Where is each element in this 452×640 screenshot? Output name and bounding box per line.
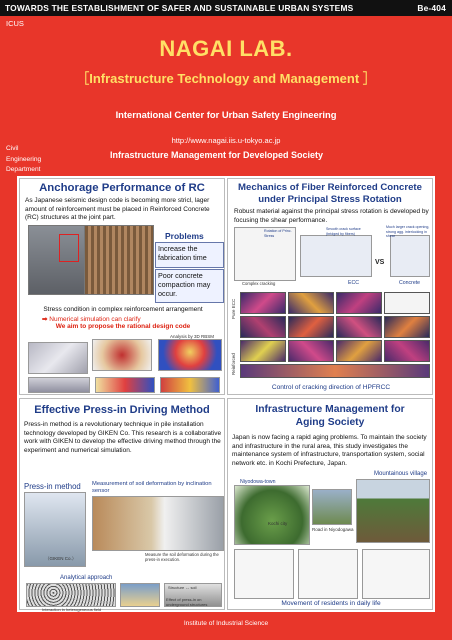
crack-direction-plots xyxy=(240,292,430,382)
fiber-intro: Robust material against the principal stress rotation is developed by focusing the shear performance. xyxy=(234,208,429,224)
giken-label: （GIKEN Co.） xyxy=(45,556,77,561)
mountain-village-label: Mountainous village xyxy=(374,471,428,477)
crack-plot xyxy=(336,340,382,362)
propose-text: We aim to propose the rational design code xyxy=(55,323,191,330)
dept-line-1: Civil xyxy=(6,145,19,152)
right-arrow-icon: ➡ xyxy=(42,316,50,323)
survey-chart xyxy=(362,549,430,599)
complex-cracking-label: Complex cracking xyxy=(242,281,276,286)
crack-caption: Control of cracking direction of HPFRCC xyxy=(271,384,391,391)
effect-caption: Effect of press-in on underground structures xyxy=(166,597,208,607)
aging-intro: Japan is now facing a rapid aging problems. To maintain the society and infrastructure in the rural area, this study investigates the maintenance system of infrastructure, transportation system, social network etc. in Kochi Prefecture, Japan. xyxy=(232,434,427,467)
crack-plot xyxy=(288,316,334,338)
fiber-title xyxy=(228,182,432,206)
road-photo xyxy=(312,489,352,525)
anchorage-intro: As Japanese seismic design code is becoming more stricl, lager amount of reinforcement must be placed in Reinforced Concrete (RC) structures at the joint part. xyxy=(25,197,210,221)
analysis-label: Analysis by 3D RBSM xyxy=(170,334,215,339)
anchorage-panel xyxy=(19,178,225,395)
rough-crack-label: Much larger crack opening, strong agg. interlocking in shear xyxy=(386,225,430,238)
poster-code: Be-404 xyxy=(417,3,446,13)
numerical-simulation-text xyxy=(42,315,141,323)
press-in-intro: Press-in method is a revolutionary technique in pile installation technology developed by GIKEN Co. This research is a collaborative work with GIKEN to develop the effective driving method through the experiment and numerical simulation. xyxy=(24,421,222,454)
aging-panel xyxy=(227,398,433,610)
crack-plot xyxy=(384,316,430,338)
lab-name: NAGAI LAB. xyxy=(159,36,293,61)
icus-label: ICUS xyxy=(6,19,24,28)
division-title: Infrastructure Management for Developed Society xyxy=(110,150,324,160)
center-name: International Center for Urban Safety Engineering xyxy=(115,109,337,120)
survey-chart xyxy=(234,549,294,599)
fiber-title-line-2: under Principal Stress Rotation xyxy=(258,194,402,205)
region-map xyxy=(234,485,310,545)
crack-plot xyxy=(288,340,334,362)
press-in-panel xyxy=(19,398,225,610)
survey-chart xyxy=(298,549,358,599)
press-in-method-label: Press-in method xyxy=(24,482,81,491)
soil-measurement-image xyxy=(92,496,224,551)
aging-title xyxy=(228,403,432,429)
content-area xyxy=(17,176,435,612)
stress-condition-text: Stress condition in complex reinforcement arrangement xyxy=(43,306,203,313)
footer-institute: Institute of Industrial Science xyxy=(183,620,269,627)
concrete-label: Concrete xyxy=(399,280,421,286)
smooth-crack-label: Smooth crack surface (bridged by fibers) xyxy=(326,227,361,236)
anchorage-title: Anchorage Performance of RC xyxy=(39,182,205,194)
ecc-label: ECC xyxy=(348,280,359,286)
niyodo-town-label: Niyodowa-town xyxy=(240,479,276,485)
problem-box-1: Increase the fabrication time xyxy=(155,242,224,268)
fiber-title-line-1: Mechanics of Fiber Reinforced Concrete xyxy=(238,182,422,193)
simulation-image xyxy=(28,377,90,393)
reinforcement-photo xyxy=(84,225,154,295)
heterogeneous-caption: Interaction in heterogeneous field xyxy=(42,607,102,612)
analytical-approach-label: Analytical approach xyxy=(60,575,113,581)
simulation-image xyxy=(95,377,155,393)
simulation-image xyxy=(158,339,222,371)
crack-plot xyxy=(384,292,430,314)
crack-plot xyxy=(240,292,286,314)
aging-title-line-1: Infrastructure Management for xyxy=(255,404,405,415)
mountain-village-photo xyxy=(356,479,430,543)
problems-heading: Problems xyxy=(165,231,204,241)
press-in-title: Effective Press-in Driving Method xyxy=(34,404,210,416)
heterogeneous-field-image xyxy=(26,583,116,607)
crack-plot xyxy=(336,316,382,338)
row-label-reinforced: Reinforced xyxy=(231,353,236,375)
road-caption: Road in Niyodogawa xyxy=(312,527,354,532)
top-banner xyxy=(0,0,452,16)
kochi-city-label: Kochi city xyxy=(268,521,288,526)
ecc-crack-diagram xyxy=(300,235,372,277)
row-label-ecc: Pure ECC xyxy=(231,298,236,319)
slogan-text: TOWARDS THE ESTABLISHMENT OF SAFER AND SUSTAINABLE URBAN SYSTEMS xyxy=(5,3,354,13)
crack-plot xyxy=(288,292,334,314)
crack-plot-strip xyxy=(240,364,430,378)
crack-plot xyxy=(240,340,286,362)
crack-plot xyxy=(240,316,286,338)
structure-soil-caption: Structure ↔ soil xyxy=(168,585,197,590)
concrete-crack-diagram xyxy=(390,235,430,277)
structure-soil-image xyxy=(120,583,160,607)
versus-label: VS xyxy=(375,259,385,266)
lab-subtitle: ［Infrastructure Technology and Management ］ xyxy=(76,71,376,86)
dept-line-2: Engineering xyxy=(6,155,42,163)
lab-url-link[interactable]: http://www.nagai.iis.u-tokyo.ac.jp xyxy=(171,136,281,145)
department-label xyxy=(6,144,41,176)
numerical-label: Numerical simulation can clarify xyxy=(49,316,141,323)
crack-plot xyxy=(384,340,430,362)
aging-title-line-2: Aging Society xyxy=(295,417,365,428)
joint-highlight-box xyxy=(59,234,79,262)
measurement-caption: Measure the soil deformation during the press-in execution. xyxy=(145,552,219,562)
measurement-label: Measurement of soil deformation by inclination sensor xyxy=(92,481,212,494)
movement-caption: Movement of residents in daily life xyxy=(281,600,381,607)
rotation-label: Rotation of Princ. Stress xyxy=(264,229,292,238)
crack-plot xyxy=(336,292,382,314)
simulation-image xyxy=(92,339,152,371)
simulation-image xyxy=(28,342,88,374)
problem-box-2: Poor concrete compaction may occur. xyxy=(155,269,224,303)
simulation-image xyxy=(160,377,220,393)
joint-photo xyxy=(28,225,85,295)
dept-line-3: Department xyxy=(6,166,41,174)
fiber-panel xyxy=(227,178,433,395)
